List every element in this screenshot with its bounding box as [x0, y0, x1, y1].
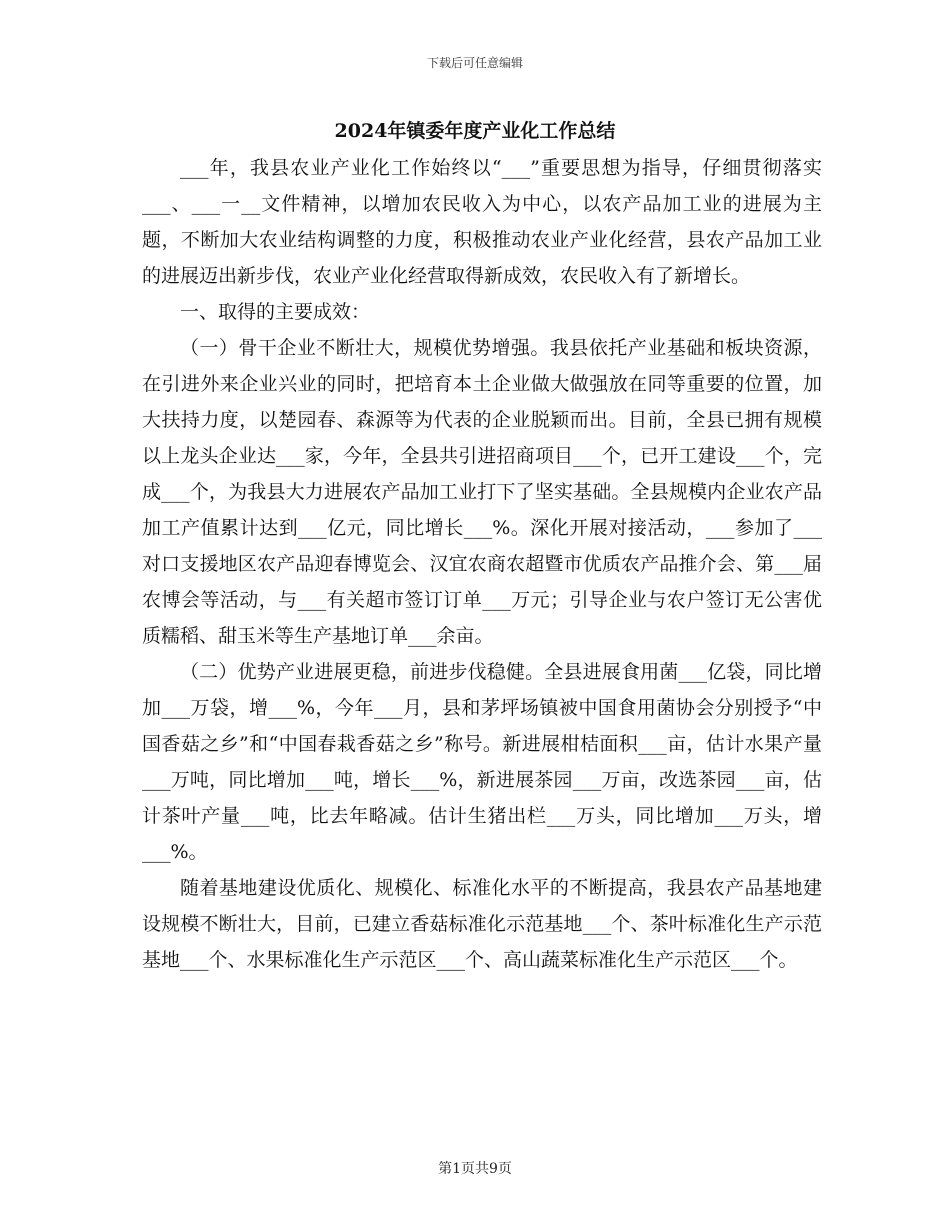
- page-header: 下载后可任意编辑: [426, 56, 523, 70]
- paragraph-bases: 随着基地建设优质化、规模化、标准化水平的不断提高，我县农产品基地建设规模不断壮大，目前，已建立香菇标准化示范基地___个、茶叶标准化生产示范基地___个、水果标准化生产示范区___个、高山蔬菜标准化生产示范区___个。: [142, 877, 822, 971]
- paragraph-industries: （二）优势产业进展更稳，前进步伐稳健。全县进展食用菌___亿袋，同比增加___万袋，增___%，今年___月，县和茅坪场镇被中国食用菌协会分别授予“中国香菇之乡”和“中国春栽香菇之乡”称号。新进展柑桔面积___亩，估计水果产量___万吨，同比增加___吨，增长___%，新进展茶园___万亩，改选茶园___亩，估计茶叶产量___吨，比去年略减。估计生猪出栏___万头，同比增加___万头，增___%。: [142, 661, 822, 863]
- page-footer: 第1页共9页: [438, 1161, 512, 1177]
- document-body: [142, 150, 822, 978]
- paragraph-intro: ___年，我县农业产业化工作始终以“___”重要思想为指导，仔细贯彻落实___、___一__文件精神，以增加农民收入为中心，以农产品加工业的进展为主题，不断加大农业结构调整的力度，积极推动农业产业化经营，县农产品加工业的进展迈出新步伐，农业产业化经营取得新成效，农民收入有了新增长。: [142, 157, 822, 287]
- paragraph-enterprises: （一）骨干企业不断壮大，规模优势增强。我县依托产业基础和板块资源，在引进外来企业兴业的同时，把培育本土企业做大做强放在同等重要的位置，加大扶持力度，以楚园春、森源等为代表的企业脱颖而出。目前，全县已拥有规模以上龙头企业达___家，今年，全县共引进招商项目___个，已开工建设___个，完成___个，为我县大力进展农产品加工业打下了坚实基础。全县规模内企业农产品加工产值累计达到___亿元，同比增长___%。深化开展对接活动，___参加了___对口支援地区农产品迎春博览会、汉宜农商农超暨市优质农产品推介会、第___届农博会等活动，与___有关超市签订订单___万元；引导企业与农户签订无公害优质糯稻、甜玉米等生产基地订单___余亩。: [142, 337, 822, 647]
- section-heading: 一、取得的主要成效：: [180, 301, 371, 323]
- document-title: 2024年镇委年度产业化工作总结: [334, 120, 616, 142]
